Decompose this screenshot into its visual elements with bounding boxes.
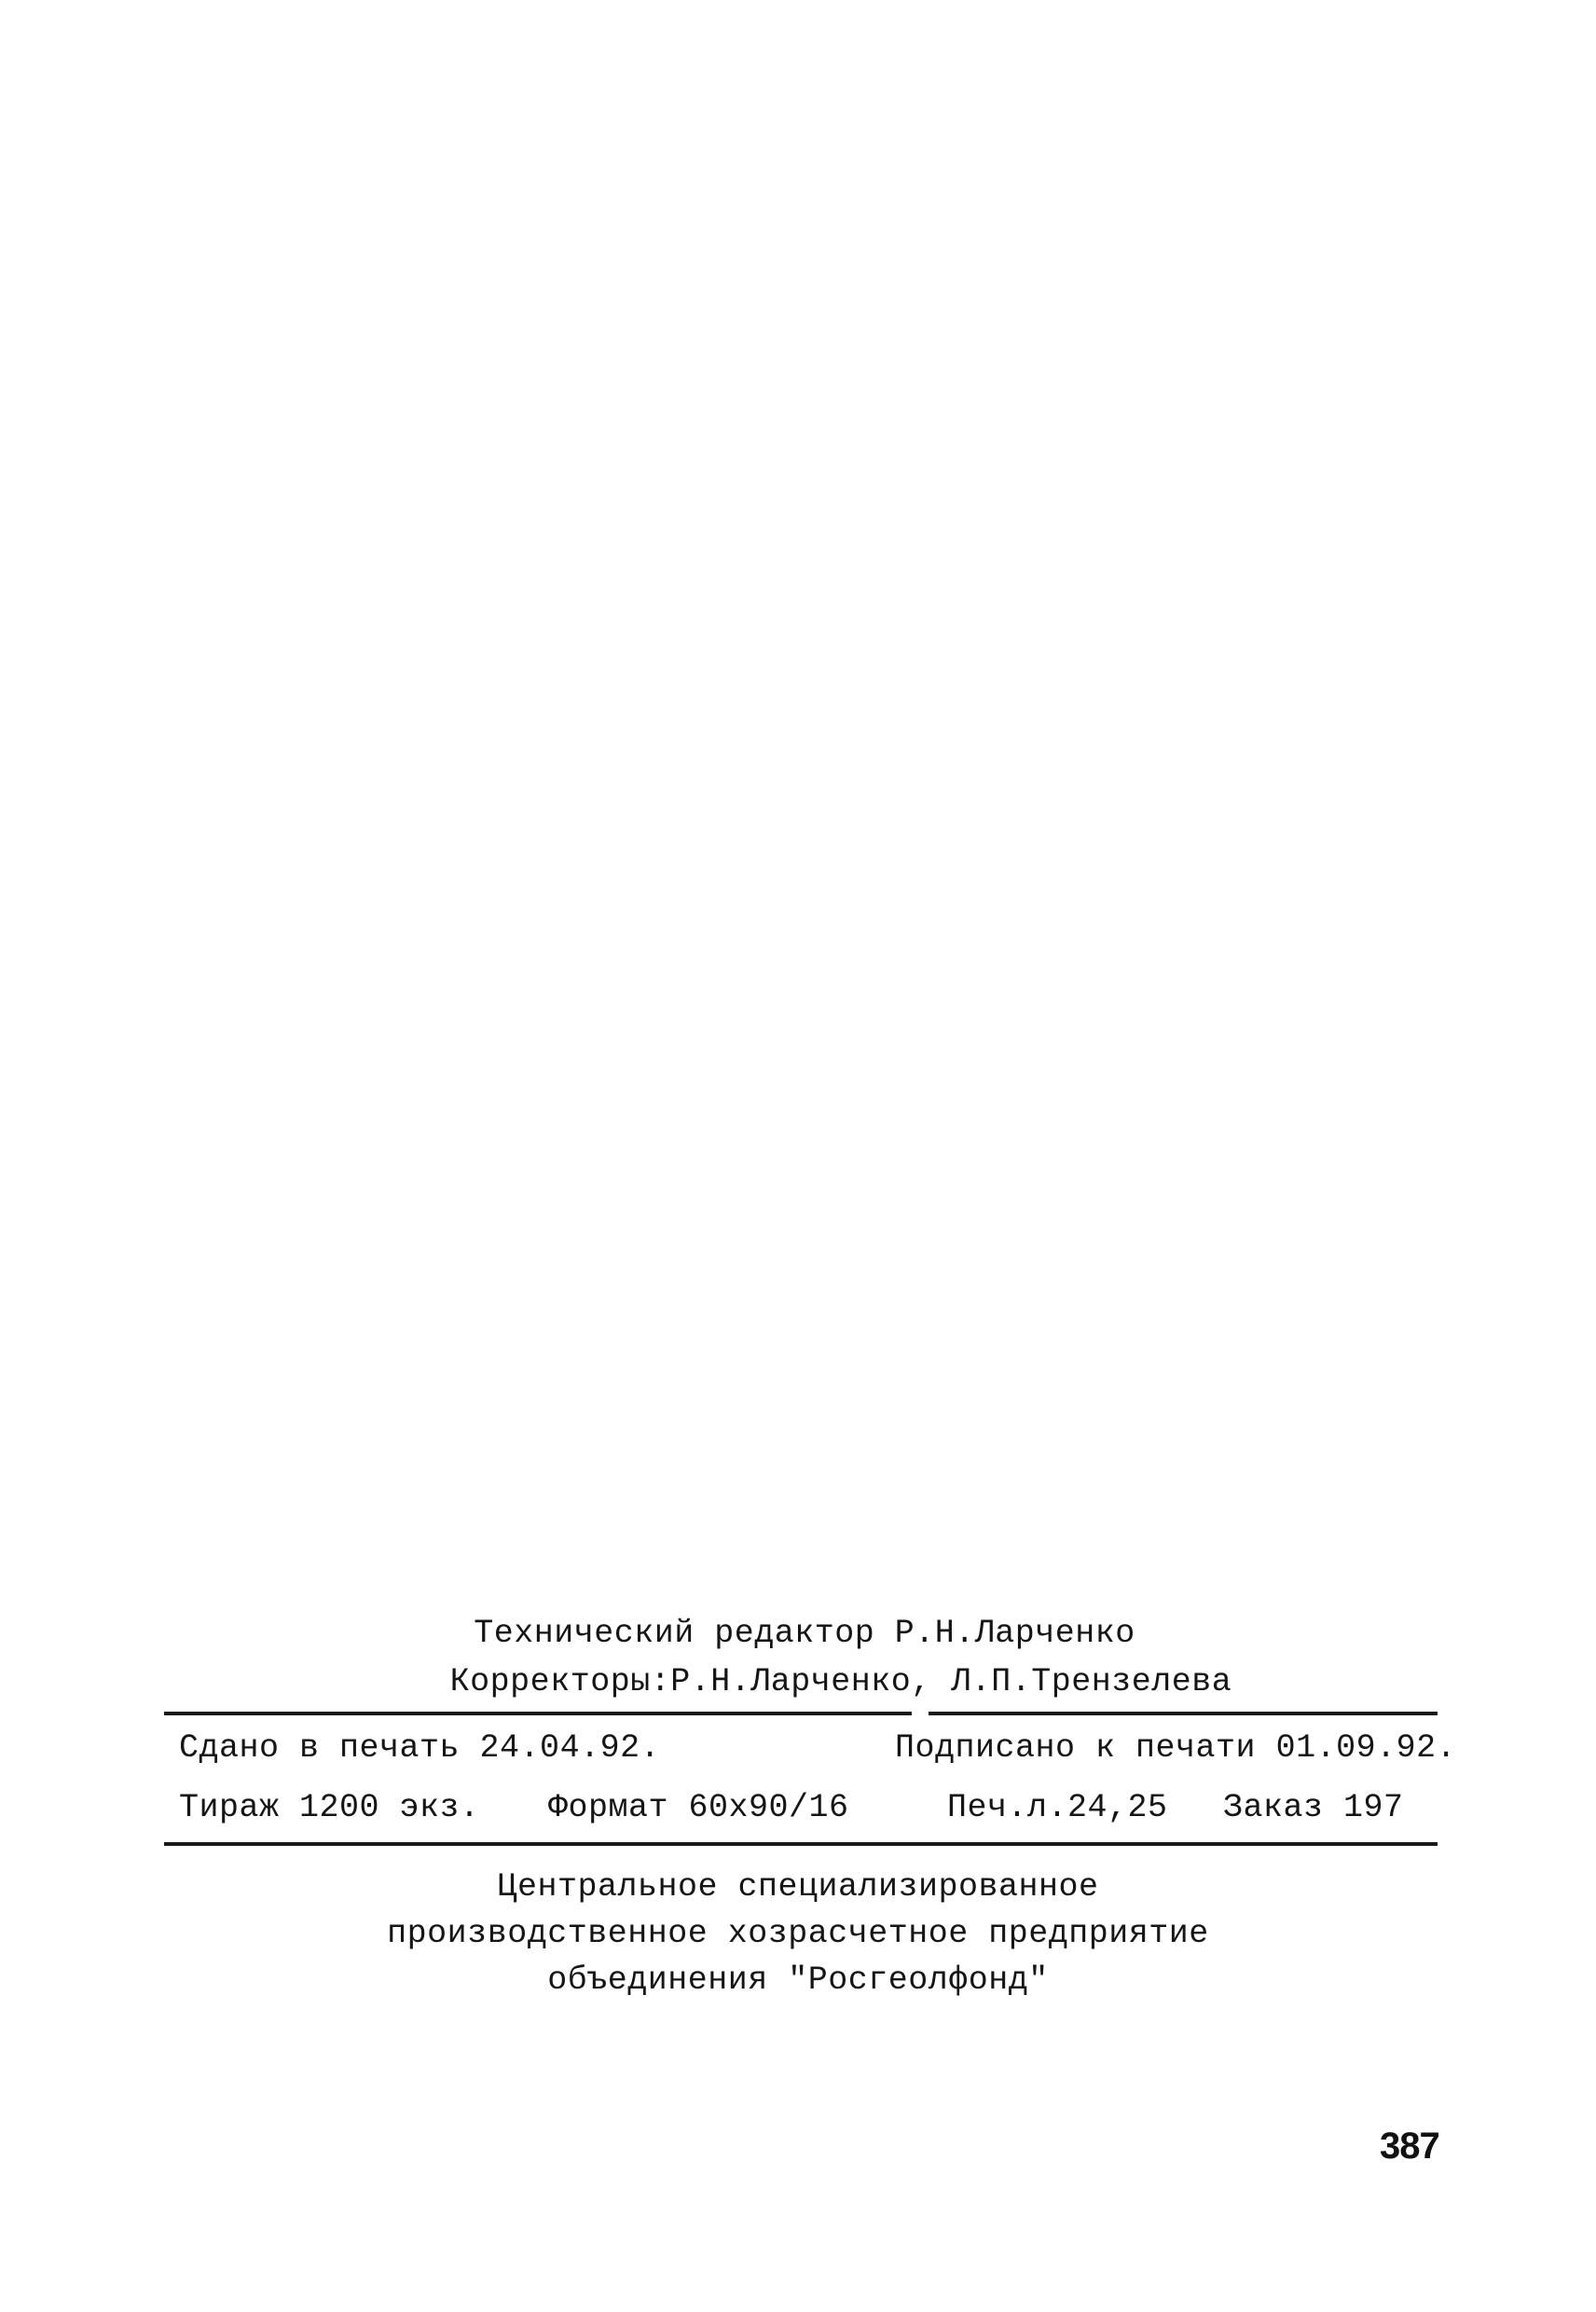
publisher-line-1: Центральное специализированное: [497, 1868, 1099, 1906]
correctors-line: Корректоры:Р.Н.Ларченко, Л.П.Трензелева: [449, 1663, 1232, 1700]
signed-for-print-date: Подписано к печати 01.09.92.: [895, 1729, 1457, 1767]
bottom-rule: [164, 1842, 1438, 1846]
technical-editor-line: Технический редактор Р.Н.Ларченко: [474, 1615, 1135, 1652]
page-number: 387: [1380, 2126, 1439, 2167]
top-rule-left: [164, 1712, 912, 1715]
paper-format: Формат 60х90/16: [548, 1789, 849, 1826]
sent-to-print-date: Сдано в печать 24.04.92.: [179, 1729, 661, 1767]
print-run: Тираж 1200 экз.: [179, 1789, 480, 1826]
publisher-line-3: объединения "Росгеолфонд": [547, 1961, 1049, 1999]
order-number: Заказ 197: [1223, 1789, 1404, 1826]
publisher-line-2: производственное хозрасчетное предприятие: [387, 1915, 1209, 1952]
top-rule-right: [929, 1712, 1438, 1715]
printed-sheets: Печ.л.24,25: [947, 1789, 1168, 1826]
